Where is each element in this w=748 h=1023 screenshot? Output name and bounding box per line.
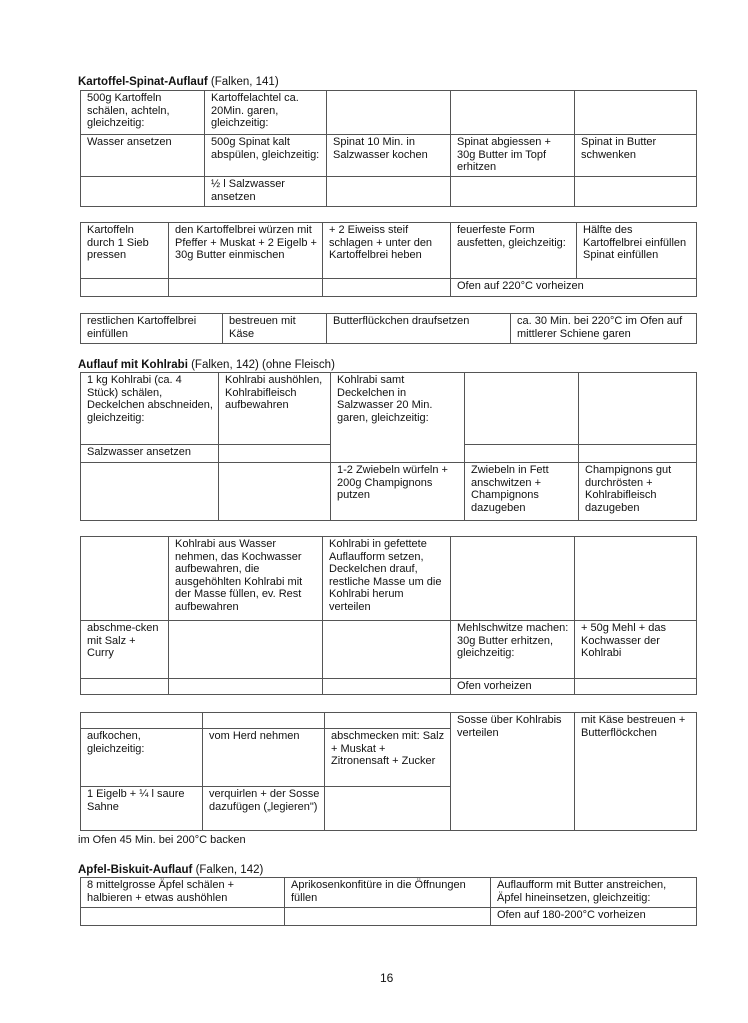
table-cell: Kohlrabi in gefettete Auflaufform setzen, Deckelchen drauf, restliche Masse um die Kohlrabi herum verteilen xyxy=(323,537,451,621)
table-cell: Kohlrabi aushöhlen, Kohlrabifleisch aufbewahren xyxy=(219,373,331,445)
table-cell-empty xyxy=(81,679,169,695)
table-cell: Auflaufform mit Butter anstreichen, Äpfel hineinsetzen, gleichzeitig: xyxy=(491,878,697,908)
table-cell-empty xyxy=(285,908,491,926)
table-cell: Spinat in Butter schwenken xyxy=(575,135,697,177)
table-cell-empty xyxy=(451,177,575,207)
recipe-source: (Falken, 142) (ohne Fleisch) xyxy=(191,359,335,371)
table-cell-empty xyxy=(323,279,451,297)
table-cell: Wasser ansetzen xyxy=(81,135,205,177)
table-cell: + 50g Mehl + das Kochwasser der Kohlrabi xyxy=(575,621,697,679)
page-number: 16 xyxy=(380,971,394,985)
table-cell-empty xyxy=(323,679,451,695)
table-cell: Zwiebeln in Fett anschwitzen + Champignons dazugeben xyxy=(465,463,579,521)
table-cell: + 2 Eiweiss steif schlagen + unter den Kartoffelbrei heben xyxy=(323,223,451,279)
table-cell-empty xyxy=(81,279,169,297)
recipe-title-apfel-biskuit xyxy=(78,864,263,877)
table-cell-empty xyxy=(169,279,323,297)
table-cell-empty xyxy=(575,91,697,135)
table-cell: restlichen Kartoffelbrei einfüllen xyxy=(81,314,223,344)
table-cell: den Kartoffelbrei würzen mit Pfeffer + Muskat + 2 Eigelb + 30g Butter einmischen xyxy=(169,223,323,279)
table-cell: Kohlrabi aus Wasser nehmen, das Kochwasser aufbewahren, die ausgehöhlten Kohlrabi mit der Masse füllen, ev. Rest aufbewahren xyxy=(169,537,323,621)
bake-instruction: im Ofen 45 Min. bei 200°C backen xyxy=(78,834,246,846)
table-cell-empty xyxy=(579,445,697,463)
table-cell: ½ l Salzwasser ansetzen xyxy=(205,177,327,207)
recipe2-table-3 xyxy=(80,712,697,831)
recipe3-table-1 xyxy=(80,877,697,926)
table-cell-empty xyxy=(219,445,331,463)
table-cell: verquirlen + der Sosse dazufügen („legieren") xyxy=(203,787,325,831)
table-cell: ca. 30 Min. bei 220°C im Ofen auf mittlerer Schiene garen xyxy=(511,314,697,344)
table-cell: Spinat abgiessen + 30g Butter im Topf erhitzen xyxy=(451,135,575,177)
table-cell: Champignons gut durchrösten + Kohlrabifleisch dazugeben xyxy=(579,463,697,521)
table-cell: Aprikosenkonfitüre in die Öffnungen füllen xyxy=(285,878,491,908)
table-cell: 1-2 Zwiebeln würfeln + 200g Champignons putzen xyxy=(331,463,465,521)
recipe-title-kartoffel-spinat xyxy=(78,76,279,89)
table-cell-empty xyxy=(81,177,205,207)
table-cell-empty xyxy=(327,177,451,207)
table-cell-empty xyxy=(327,91,451,135)
table-cell-empty xyxy=(575,679,697,695)
table-cell: Spinat 10 Min. in Salzwasser kochen xyxy=(327,135,451,177)
table-cell-empty xyxy=(465,445,579,463)
table-cell-empty xyxy=(203,713,325,729)
table-cell-empty xyxy=(169,679,323,695)
recipe-source: (Falken, 142) xyxy=(195,864,264,876)
table-cell-empty xyxy=(575,177,697,207)
recipe1-table-2 xyxy=(80,222,697,297)
table-cell: Kohlrabi samt Deckelchen in Salzwasser 20 Min. garen, gleichzeitig: xyxy=(331,373,465,463)
table-cell-empty xyxy=(219,463,331,521)
table-cell-empty xyxy=(81,908,285,926)
table-cell: 1 kg Kohlrabi (ca. 4 Stück) schälen, Deckelchen abschneiden, gleichzeitig: xyxy=(81,373,219,445)
table-cell-empty xyxy=(575,537,697,621)
table-cell-empty xyxy=(169,621,323,679)
table-cell: Ofen auf 180-200°C vorheizen xyxy=(491,908,697,926)
table-cell-empty xyxy=(465,373,579,445)
table-cell: abschmecken mit: Salz + Muskat + Zitronensaft + Zucker xyxy=(325,729,451,787)
table-cell-empty xyxy=(81,537,169,621)
table-cell-empty xyxy=(451,537,575,621)
table-cell-empty xyxy=(81,463,219,521)
table-cell: Kartoffeln durch 1 Sieb pressen xyxy=(81,223,169,279)
table-cell: Kartoffelachtel ca. 20Min. garen, gleichzeitig: xyxy=(205,91,327,135)
table-cell: Ofen vorheizen xyxy=(451,679,575,695)
table-cell: aufkochen, gleichzeitig: xyxy=(81,729,203,787)
table-cell: Ofen auf 220°C vorheizen xyxy=(451,279,697,297)
table-cell: abschme-cken mit Salz + Curry xyxy=(81,621,169,679)
table-cell-empty xyxy=(451,91,575,135)
table-cell-empty xyxy=(325,713,451,729)
table-cell: vom Herd nehmen xyxy=(203,729,325,787)
recipe2-table-2 xyxy=(80,536,697,695)
table-cell: 500g Spinat kalt abspülen, gleichzeitig: xyxy=(205,135,327,177)
recipe2-table-1 xyxy=(80,372,697,521)
recipe-name: Auflauf mit Kohlrabi xyxy=(78,359,188,371)
table-cell: 500g Kartoffeln schälen, achteln, gleichzeitig: xyxy=(81,91,205,135)
recipe-name: Apfel-Biskuit-Auflauf xyxy=(78,864,193,876)
table-cell: feuerfeste Form ausfetten, gleichzeitig: xyxy=(451,223,577,279)
recipe-name: Kartoffel-Spinat-Auflauf xyxy=(78,76,208,88)
table-cell: bestreuen mit Käse xyxy=(223,314,327,344)
table-cell: Mehlschwitze machen: 30g Butter erhitzen, gleichzeitig: xyxy=(451,621,575,679)
table-cell: Sosse über Kohlrabis verteilen xyxy=(451,713,575,831)
table-cell: 1 Eigelb + ¼ l saure Sahne xyxy=(81,787,203,831)
table-cell-empty xyxy=(81,713,203,729)
table-cell: Hälfte des Kartoffelbrei einfüllen Spinat einfüllen xyxy=(577,223,697,279)
recipe1-table-1 xyxy=(80,90,697,207)
table-cell-empty xyxy=(579,373,697,445)
table-cell: mit Käse bestreuen + Butterflöckchen xyxy=(575,713,697,831)
table-cell: Butterflückchen draufsetzen xyxy=(327,314,511,344)
recipe1-table-3 xyxy=(80,313,697,344)
table-cell-empty xyxy=(323,621,451,679)
table-cell: Salzwasser ansetzen xyxy=(81,445,219,463)
recipe-title-kohlrabi xyxy=(78,359,335,372)
table-cell-empty xyxy=(325,787,451,831)
table-cell: 8 mittelgrosse Äpfel schälen + halbieren + etwas aushöhlen xyxy=(81,878,285,908)
recipe-source: (Falken, 141) xyxy=(210,76,279,88)
